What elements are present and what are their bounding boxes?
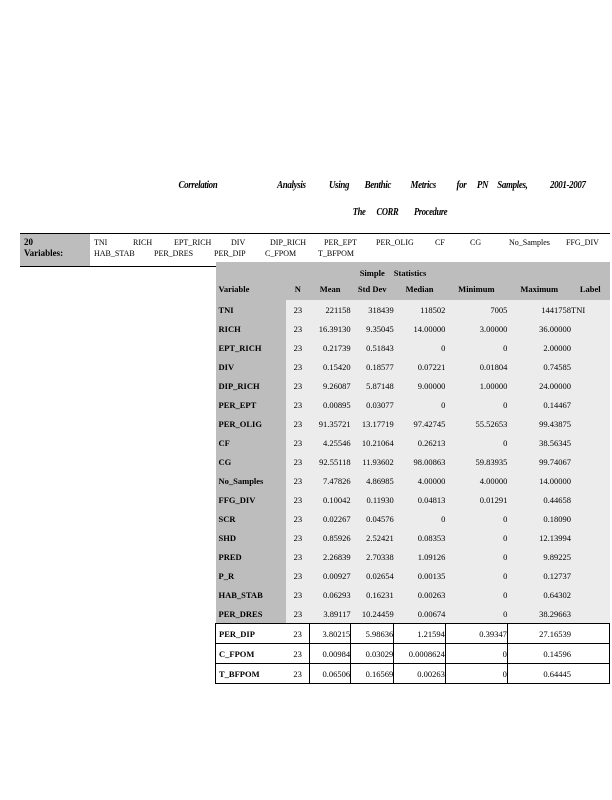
cell-mean: 0.06506 bbox=[310, 664, 351, 684]
cell-median: 0.07221 bbox=[394, 357, 446, 376]
table-header-row bbox=[216, 262, 610, 278]
cell-n: 23 bbox=[286, 376, 310, 395]
cell-n: 23 bbox=[286, 528, 310, 547]
simple-statistics-table bbox=[215, 262, 610, 684]
cell-mean: 3.80215 bbox=[310, 624, 351, 644]
cell-median: 1.09126 bbox=[394, 547, 446, 566]
title-word: 2001-2007 bbox=[549, 180, 586, 191]
cell-median: 4.00000 bbox=[394, 471, 446, 490]
cell-max: 0.44658 bbox=[507, 490, 571, 509]
cell-median: 0.00135 bbox=[394, 566, 446, 585]
table-row bbox=[216, 357, 610, 376]
cell-label bbox=[571, 471, 609, 490]
title-word: Metrics bbox=[410, 180, 436, 191]
cell-min: 0 bbox=[445, 509, 507, 528]
cell-n: 23 bbox=[286, 433, 310, 452]
cell-median: 0.00674 bbox=[394, 604, 446, 624]
cell-std: 0.11930 bbox=[351, 490, 394, 509]
cell-mean: 16.39130 bbox=[310, 319, 351, 338]
cell-variable: DIP_RICH bbox=[216, 376, 286, 395]
cell-label bbox=[571, 319, 609, 338]
cell-min: 3.00000 bbox=[445, 319, 507, 338]
table-row bbox=[216, 509, 610, 528]
cell-median: 0.08353 bbox=[394, 528, 446, 547]
column-header: Minimum bbox=[445, 278, 507, 300]
cell-label bbox=[571, 433, 609, 452]
cell-mean: 91.35721 bbox=[310, 414, 351, 433]
table-row bbox=[216, 433, 610, 452]
table-body bbox=[216, 300, 610, 684]
variables-count: 20 bbox=[24, 237, 33, 247]
cell-min: 0.01804 bbox=[445, 357, 507, 376]
cell-median: 1.21594 bbox=[394, 624, 446, 644]
cell-variable: RICH bbox=[216, 319, 286, 338]
title-word: Samples, bbox=[497, 180, 528, 191]
cell-std: 0.02654 bbox=[351, 566, 394, 585]
cell-variable: CG bbox=[216, 452, 286, 471]
cell-label bbox=[571, 414, 609, 433]
cell-mean: 4.25546 bbox=[310, 433, 351, 452]
cell-min: 0 bbox=[445, 604, 507, 624]
cell-std: 5.87148 bbox=[351, 376, 394, 395]
cell-max: 14.00000 bbox=[507, 471, 571, 490]
cell-std: 10.24459 bbox=[351, 604, 394, 624]
cell-n: 23 bbox=[286, 395, 310, 414]
cell-min: 0 bbox=[445, 585, 507, 604]
cell-variable: SCR bbox=[216, 509, 286, 528]
cell-variable: PRED bbox=[216, 547, 286, 566]
cell-mean: 221158 bbox=[310, 300, 351, 319]
cell-mean: 0.10042 bbox=[310, 490, 351, 509]
cell-mean: 0.00984 bbox=[310, 644, 351, 664]
variable-name: PER_EPT bbox=[324, 238, 357, 247]
cell-max: 38.29663 bbox=[507, 604, 571, 624]
cell-std: 2.52421 bbox=[351, 528, 394, 547]
table-row bbox=[216, 604, 610, 624]
title-word: for bbox=[456, 180, 467, 191]
cell-max: 36.00000 bbox=[507, 319, 571, 338]
table-row bbox=[216, 585, 610, 604]
cell-mean: 0.02267 bbox=[310, 509, 351, 528]
cell-variable: PER_DRES bbox=[216, 604, 286, 624]
variable-name: TNI bbox=[94, 238, 108, 247]
cell-n: 23 bbox=[286, 509, 310, 528]
cell-mean: 3.89117 bbox=[310, 604, 351, 624]
cell-std: 2.70338 bbox=[351, 547, 394, 566]
cell-mean: 0.06293 bbox=[310, 585, 351, 604]
cell-label bbox=[571, 585, 609, 604]
cell-n: 23 bbox=[286, 452, 310, 471]
cell-min: 0 bbox=[445, 547, 507, 566]
cell-max: 9.89225 bbox=[507, 547, 571, 566]
cell-std: 0.16231 bbox=[351, 585, 394, 604]
cell-n: 23 bbox=[286, 490, 310, 509]
table-row bbox=[216, 395, 610, 414]
cell-mean: 2.26839 bbox=[310, 547, 351, 566]
cell-label bbox=[571, 509, 609, 528]
cell-max: 27.16539 bbox=[507, 624, 571, 644]
cell-variable: FFG_DIV bbox=[216, 490, 286, 509]
cell-label bbox=[571, 452, 609, 471]
cell-std: 0.18577 bbox=[351, 357, 394, 376]
cell-n: 23 bbox=[286, 300, 310, 319]
cell-variable: SHD bbox=[216, 528, 286, 547]
cell-max: 99.43875 bbox=[507, 414, 571, 433]
table-row bbox=[216, 376, 610, 395]
cell-std: 318439 bbox=[351, 300, 394, 319]
cell-min: 55.52653 bbox=[445, 414, 507, 433]
cell-variable: PER_EPT bbox=[216, 395, 286, 414]
cell-max: 99.74067 bbox=[507, 452, 571, 471]
table-row bbox=[216, 644, 610, 664]
table-row bbox=[216, 566, 610, 585]
report-title bbox=[0, 180, 586, 194]
variable-name: DIV bbox=[231, 238, 246, 247]
cell-n: 23 bbox=[286, 547, 310, 566]
variable-name: T_BFPOM bbox=[318, 249, 355, 258]
cell-n: 23 bbox=[286, 414, 310, 433]
cell-label bbox=[571, 566, 609, 585]
cell-median: 98.00863 bbox=[394, 452, 446, 471]
cell-std: 4.86985 bbox=[351, 471, 394, 490]
column-header: Std Dev bbox=[351, 278, 394, 300]
cell-mean: 0.00895 bbox=[310, 395, 351, 414]
cell-label bbox=[571, 528, 609, 547]
cell-std: 10.21064 bbox=[351, 433, 394, 452]
cell-std: 9.35045 bbox=[351, 319, 394, 338]
cell-n: 23 bbox=[286, 338, 310, 357]
simple-label: Simple bbox=[351, 262, 394, 278]
cell-max: 0.74585 bbox=[507, 357, 571, 376]
cell-median: 97.42745 bbox=[394, 414, 446, 433]
cell-max: 2.00000 bbox=[507, 338, 571, 357]
cell-variable: PER_DIP bbox=[216, 624, 286, 644]
cell-label bbox=[571, 395, 609, 414]
cell-min: 0 bbox=[445, 395, 507, 414]
cell-label: TNI bbox=[571, 300, 609, 319]
statistics-label: Statistics bbox=[394, 262, 446, 278]
column-header: Mean bbox=[310, 278, 351, 300]
cell-median: 0.00263 bbox=[394, 664, 446, 684]
cell-n: 23 bbox=[286, 644, 310, 664]
cell-variable: No_Samples bbox=[216, 471, 286, 490]
cell-n: 23 bbox=[286, 471, 310, 490]
cell-min: 0 bbox=[445, 664, 507, 684]
variable-name: C_FPOM bbox=[265, 249, 297, 258]
variable-name: EPT_RICH bbox=[174, 238, 212, 247]
cell-variable: HAB_STAB bbox=[216, 585, 286, 604]
cell-label bbox=[571, 338, 609, 357]
cell-min: 0.39347 bbox=[445, 624, 507, 644]
cell-mean: 9.26087 bbox=[310, 376, 351, 395]
cell-median: 0.00263 bbox=[394, 585, 446, 604]
procedure-subtitle bbox=[0, 207, 520, 219]
column-header: N bbox=[286, 278, 310, 300]
cell-min: 0 bbox=[445, 528, 507, 547]
subtitle-word: CORR bbox=[376, 207, 399, 218]
cell-std: 0.03077 bbox=[351, 395, 394, 414]
table-row bbox=[216, 490, 610, 509]
title-word: Benthic bbox=[364, 180, 392, 191]
variable-name: PER_DIP bbox=[214, 249, 246, 258]
table-row bbox=[216, 414, 610, 433]
subtitle-word: The bbox=[352, 207, 366, 218]
variable-name: PER_OLIG bbox=[376, 238, 414, 247]
cell-max: 0.64302 bbox=[507, 585, 571, 604]
cell-mean: 0.85926 bbox=[310, 528, 351, 547]
cell-max: 0.18090 bbox=[507, 509, 571, 528]
cell-mean: 7.47826 bbox=[310, 471, 351, 490]
cell-variable: T_BFPOM bbox=[216, 664, 286, 684]
cell-median: 118502 bbox=[394, 300, 446, 319]
cell-label bbox=[571, 644, 609, 664]
cell-std: 0.03029 bbox=[351, 644, 394, 664]
cell-mean: 0.00927 bbox=[310, 566, 351, 585]
table-row bbox=[216, 624, 610, 644]
cell-min: 1.00000 bbox=[445, 376, 507, 395]
variable-name: No_Samples bbox=[509, 238, 550, 247]
cell-variable: P_R bbox=[216, 566, 286, 585]
cell-min: 0 bbox=[445, 433, 507, 452]
cell-min: 0 bbox=[445, 338, 507, 357]
cell-median: 0.0008624 bbox=[394, 644, 446, 664]
cell-n: 23 bbox=[286, 585, 310, 604]
cell-std: 5.98636 bbox=[351, 624, 394, 644]
variable-name: DIP_RICH bbox=[270, 238, 307, 247]
title-word: PN bbox=[476, 180, 489, 191]
cell-median: 14.00000 bbox=[394, 319, 446, 338]
cell-median: 0.04813 bbox=[394, 490, 446, 509]
cell-median: 0.26213 bbox=[394, 433, 446, 452]
cell-label bbox=[571, 604, 609, 624]
column-header: Median bbox=[394, 278, 446, 300]
cell-max: 24.00000 bbox=[507, 376, 571, 395]
cell-std: 0.16569 bbox=[351, 664, 394, 684]
cell-median: 9.00000 bbox=[394, 376, 446, 395]
cell-max: 0.14467 bbox=[507, 395, 571, 414]
table-row bbox=[216, 547, 610, 566]
cell-variable: TNI bbox=[216, 300, 286, 319]
cell-label bbox=[571, 490, 609, 509]
cell-std: 0.51843 bbox=[351, 338, 394, 357]
variable-name: CF bbox=[435, 238, 445, 247]
cell-label bbox=[571, 376, 609, 395]
column-header: Variable bbox=[216, 278, 286, 300]
subtitle-word: Procedure bbox=[413, 207, 448, 218]
cell-variable: CF bbox=[216, 433, 286, 452]
cell-n: 23 bbox=[286, 319, 310, 338]
cell-n: 23 bbox=[286, 624, 310, 644]
cell-variable: DIV bbox=[216, 357, 286, 376]
variable-name: RICH bbox=[133, 238, 153, 247]
table-row bbox=[216, 300, 610, 319]
cell-std: 0.04576 bbox=[351, 509, 394, 528]
table-row bbox=[216, 452, 610, 471]
cell-min: 59.83935 bbox=[445, 452, 507, 471]
table-row bbox=[216, 338, 610, 357]
table-row bbox=[216, 664, 610, 684]
cell-variable: EPT_RICH bbox=[216, 338, 286, 357]
table-row bbox=[216, 528, 610, 547]
cell-label bbox=[571, 357, 609, 376]
cell-n: 23 bbox=[286, 566, 310, 585]
cell-min: 4.00000 bbox=[445, 471, 507, 490]
title-word: Correlation bbox=[178, 180, 218, 191]
variables-caption: Variables: bbox=[24, 248, 64, 258]
cell-mean: 92.55118 bbox=[310, 452, 351, 471]
cell-label bbox=[571, 624, 609, 644]
table-row bbox=[216, 319, 610, 338]
cell-median: 0 bbox=[394, 395, 446, 414]
column-header: Label bbox=[571, 278, 609, 300]
cell-max: 0.64445 bbox=[507, 664, 571, 684]
variable-name: CG bbox=[470, 238, 482, 247]
cell-median: 0 bbox=[394, 338, 446, 357]
cell-variable: C_FPOM bbox=[216, 644, 286, 664]
cell-max: 12.13994 bbox=[507, 528, 571, 547]
cell-mean: 0.21739 bbox=[310, 338, 351, 357]
cell-n: 23 bbox=[286, 604, 310, 624]
cell-min: 7005 bbox=[445, 300, 507, 319]
cell-median: 0 bbox=[394, 509, 446, 528]
cell-max: 1441758 bbox=[507, 300, 571, 319]
cell-max: 0.14596 bbox=[507, 644, 571, 664]
cell-n: 23 bbox=[286, 357, 310, 376]
variable-name: PER_DRES bbox=[154, 249, 194, 258]
cell-min: 0 bbox=[445, 644, 507, 664]
column-header: Maximum bbox=[507, 278, 571, 300]
cell-min: 0.01291 bbox=[445, 490, 507, 509]
cell-std: 13.17719 bbox=[351, 414, 394, 433]
title-word: Using bbox=[328, 180, 350, 191]
cell-n: 23 bbox=[286, 664, 310, 684]
cell-max: 0.12737 bbox=[507, 566, 571, 585]
variable-name: HAB_STAB bbox=[94, 249, 135, 258]
cell-mean: 0.15420 bbox=[310, 357, 351, 376]
cell-max: 38.56345 bbox=[507, 433, 571, 452]
variable-name: FFG_DIV bbox=[566, 238, 599, 247]
table-column-header-row bbox=[216, 278, 610, 300]
cell-label bbox=[571, 664, 609, 684]
cell-label bbox=[571, 547, 609, 566]
title-word: Analysis bbox=[277, 180, 306, 191]
cell-std: 11.93602 bbox=[351, 452, 394, 471]
cell-variable: PER_OLIG bbox=[216, 414, 286, 433]
cell-min: 0 bbox=[445, 566, 507, 585]
table-row bbox=[216, 471, 610, 490]
